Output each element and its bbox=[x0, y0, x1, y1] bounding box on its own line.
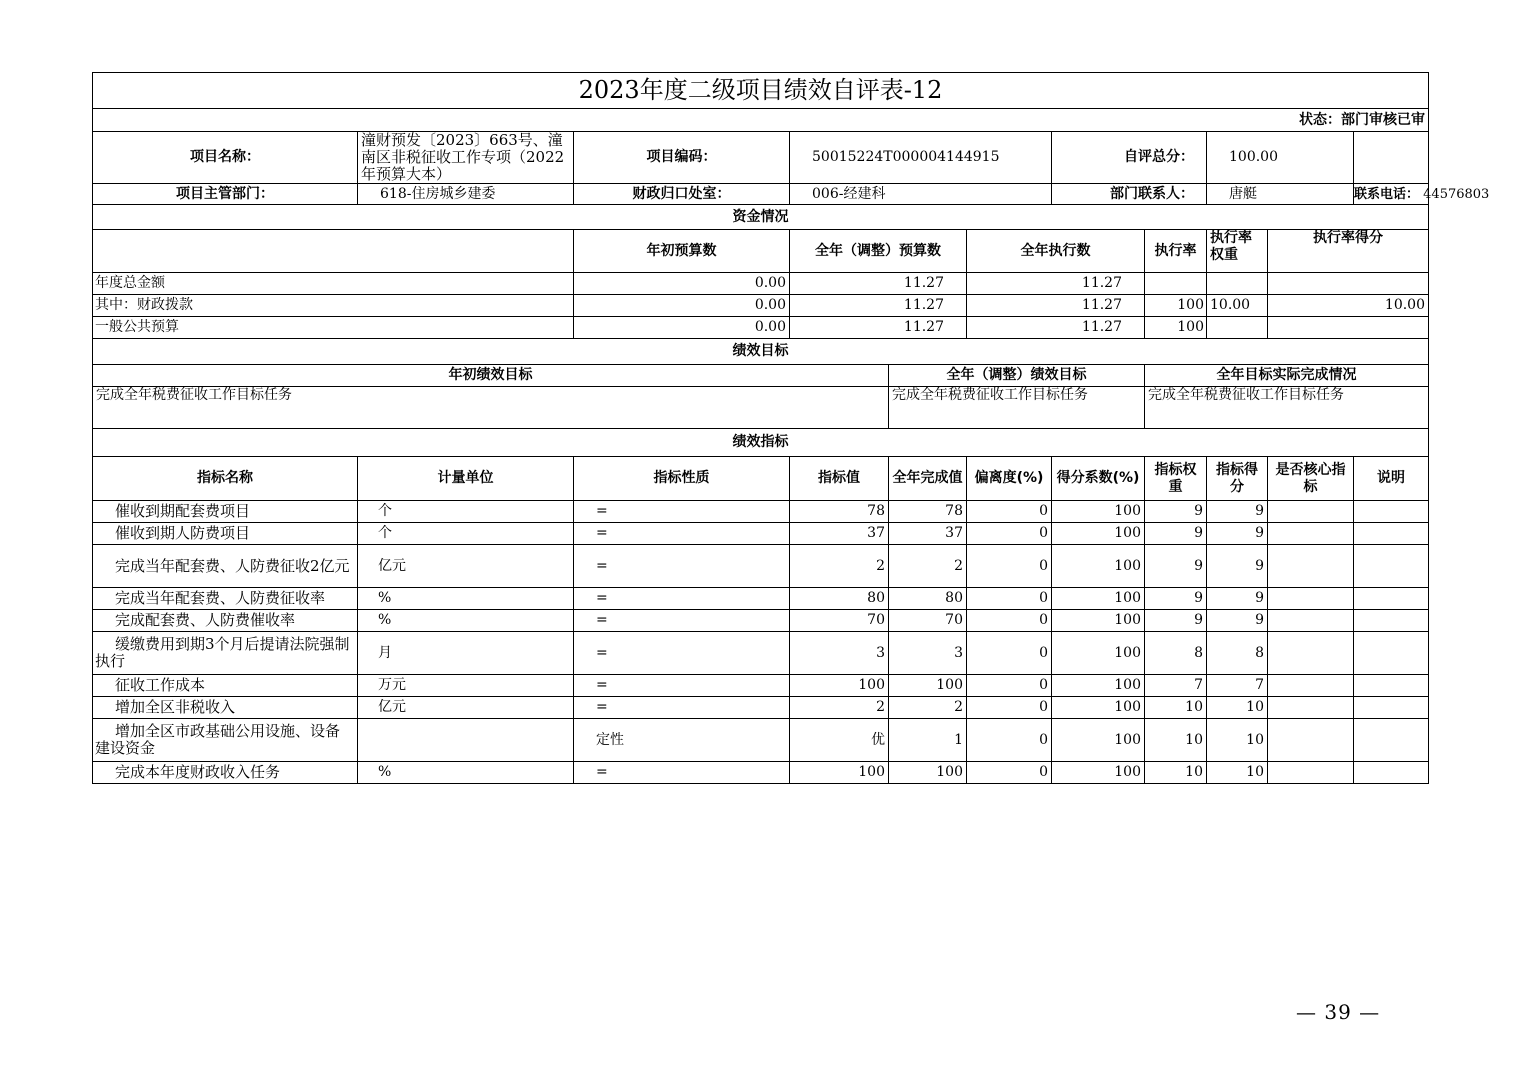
indicator-deviation: 0 bbox=[967, 762, 1052, 784]
funds-header-adjusted: 全年（调整）预算数 bbox=[790, 230, 967, 273]
indicator-core bbox=[1268, 675, 1354, 697]
indicator-score: 9 bbox=[1207, 545, 1268, 588]
indicator-header: 指标得分 bbox=[1207, 457, 1268, 501]
indicator-core bbox=[1268, 762, 1354, 784]
indicator-note bbox=[1354, 610, 1429, 632]
indicator-unit: 个 bbox=[358, 501, 574, 523]
indicator-name: 完成当年配套费、人防费征收2亿元 bbox=[93, 545, 358, 588]
indicator-done: 2 bbox=[889, 697, 967, 719]
indicator-unit: % bbox=[358, 762, 574, 784]
indicator-unit: 月 bbox=[358, 632, 574, 675]
indicator-target: 2 bbox=[790, 697, 889, 719]
indicator-header: 得分系数(%) bbox=[1052, 457, 1145, 501]
indicator-score: 8 bbox=[1207, 632, 1268, 675]
funds-row-weight bbox=[1207, 273, 1268, 295]
indicator-coefficient: 100 bbox=[1052, 588, 1145, 610]
indicator-nature: = bbox=[574, 675, 790, 697]
indicator-header: 偏离度(%) bbox=[967, 457, 1052, 501]
indicator-deviation: 0 bbox=[967, 632, 1052, 675]
indicator-weight: 9 bbox=[1145, 588, 1207, 610]
funds-row-rate: 100 bbox=[1145, 295, 1207, 317]
indicator-note bbox=[1354, 523, 1429, 545]
indicator-deviation: 0 bbox=[967, 523, 1052, 545]
funds-row-adjusted: 11.27 bbox=[790, 273, 967, 295]
funds-header-score: 执行率得分 bbox=[1268, 230, 1429, 273]
indicator-score: 9 bbox=[1207, 501, 1268, 523]
indicator-score: 10 bbox=[1207, 697, 1268, 719]
page-title: 2023年度二级项目绩效自评表-12 bbox=[93, 73, 1429, 109]
finance-office-value: 006-经建科 bbox=[790, 184, 1052, 205]
funds-row-weight bbox=[1207, 317, 1268, 339]
indicator-target: 70 bbox=[790, 610, 889, 632]
indicator-note bbox=[1354, 697, 1429, 719]
indicator-core bbox=[1268, 610, 1354, 632]
indicator-header: 是否核心指标 bbox=[1268, 457, 1354, 501]
indicator-done: 37 bbox=[889, 523, 967, 545]
indicator-core bbox=[1268, 719, 1354, 762]
funds-row-rate bbox=[1145, 273, 1207, 295]
indicator-weight: 10 bbox=[1145, 719, 1207, 762]
goals-header-adjusted: 全年（调整）绩效目标 bbox=[889, 365, 1145, 387]
indicator-weight: 9 bbox=[1145, 545, 1207, 588]
funds-row-name: 一般公共预算 bbox=[93, 317, 574, 339]
funds-row-adjusted: 11.27 bbox=[790, 295, 967, 317]
indicator-score: 9 bbox=[1207, 523, 1268, 545]
indicator-deviation: 0 bbox=[967, 588, 1052, 610]
funds-section-title: 资金情况 bbox=[93, 205, 1429, 230]
indicator-target: 3 bbox=[790, 632, 889, 675]
indicator-coefficient: 100 bbox=[1052, 523, 1145, 545]
funds-row-name: 年度总金额 bbox=[93, 273, 574, 295]
indicator-core bbox=[1268, 632, 1354, 675]
indicator-weight: 9 bbox=[1145, 501, 1207, 523]
indicator-core bbox=[1268, 523, 1354, 545]
indicator-deviation: 0 bbox=[967, 610, 1052, 632]
indicator-coefficient: 100 bbox=[1052, 632, 1145, 675]
indicator-done: 78 bbox=[889, 501, 967, 523]
indicator-name: 完成配套费、人防费催收率 bbox=[93, 610, 358, 632]
indicator-deviation: 0 bbox=[967, 697, 1052, 719]
indicator-done: 100 bbox=[889, 675, 967, 697]
indicator-coefficient: 100 bbox=[1052, 610, 1145, 632]
indicator-note bbox=[1354, 632, 1429, 675]
dept-value: 618-住房城乡建委 bbox=[358, 184, 574, 205]
funds-row-initial: 0.00 bbox=[574, 317, 790, 339]
indicator-done: 3 bbox=[889, 632, 967, 675]
indicator-name: 增加全区市政基础公用设施、设备建设资金 bbox=[93, 719, 358, 762]
funds-row-weight: 10.00 bbox=[1207, 295, 1268, 317]
indicator-done: 70 bbox=[889, 610, 967, 632]
goals-actual-value: 完成全年税费征收工作目标任务 bbox=[1145, 387, 1429, 429]
indicator-coefficient: 100 bbox=[1052, 762, 1145, 784]
phone-value: 44576803 bbox=[1423, 186, 1490, 202]
indicator-name: 催收到期人防费项目 bbox=[93, 523, 358, 545]
indicator-unit: 个 bbox=[358, 523, 574, 545]
indicator-coefficient: 100 bbox=[1052, 697, 1145, 719]
funds-row-executed: 11.27 bbox=[967, 273, 1145, 295]
indicator-core bbox=[1268, 501, 1354, 523]
indicator-name: 增加全区非税收入 bbox=[93, 697, 358, 719]
indicator-target: 100 bbox=[790, 675, 889, 697]
indicator-unit: 亿元 bbox=[358, 697, 574, 719]
indicator-header: 指标值 bbox=[790, 457, 889, 501]
funds-row-score bbox=[1268, 317, 1429, 339]
indicator-name: 完成当年配套费、人防费征收率 bbox=[93, 588, 358, 610]
indicator-deviation: 0 bbox=[967, 675, 1052, 697]
indicator-score: 10 bbox=[1207, 762, 1268, 784]
indicator-score: 9 bbox=[1207, 610, 1268, 632]
indicator-header: 计量单位 bbox=[358, 457, 574, 501]
indicator-target: 2 bbox=[790, 545, 889, 588]
funds-header-rate: 执行率 bbox=[1145, 230, 1207, 273]
performance-table bbox=[92, 72, 1490, 784]
indicator-deviation: 0 bbox=[967, 719, 1052, 762]
contact-value: 唐艇 bbox=[1207, 184, 1354, 205]
indicator-coefficient: 100 bbox=[1052, 719, 1145, 762]
indicator-target: 100 bbox=[790, 762, 889, 784]
indicator-target: 优 bbox=[790, 719, 889, 762]
indicator-nature: = bbox=[574, 697, 790, 719]
goals-header-actual: 全年目标实际完成情况 bbox=[1145, 365, 1429, 387]
indicator-coefficient: 100 bbox=[1052, 501, 1145, 523]
indicator-weight: 7 bbox=[1145, 675, 1207, 697]
indicator-nature: = bbox=[574, 545, 790, 588]
indicator-core bbox=[1268, 545, 1354, 588]
indicator-note bbox=[1354, 675, 1429, 697]
indicator-weight: 10 bbox=[1145, 697, 1207, 719]
indicator-weight: 9 bbox=[1145, 523, 1207, 545]
indicator-deviation: 0 bbox=[967, 545, 1052, 588]
funds-header-blank bbox=[93, 230, 574, 273]
blank-cell bbox=[1354, 132, 1429, 184]
indicator-nature: = bbox=[574, 610, 790, 632]
funds-header-executed: 全年执行数 bbox=[967, 230, 1145, 273]
indicator-score: 10 bbox=[1207, 719, 1268, 762]
funds-header-weight: 执行率权重 bbox=[1207, 230, 1268, 273]
funds-row-adjusted: 11.27 bbox=[790, 317, 967, 339]
funds-row-initial: 0.00 bbox=[574, 295, 790, 317]
goals-section-title: 绩效目标 bbox=[93, 339, 1429, 365]
goals-adjusted-value: 完成全年税费征收工作目标任务 bbox=[889, 387, 1145, 429]
page-number: — 39 — bbox=[1296, 1000, 1381, 1024]
phone-label: 联系电话： bbox=[1354, 186, 1420, 202]
indicator-unit: % bbox=[358, 610, 574, 632]
indicator-note bbox=[1354, 588, 1429, 610]
indicator-note bbox=[1354, 501, 1429, 523]
indicator-header: 指标性质 bbox=[574, 457, 790, 501]
finance-office-label: 财政归口处室： bbox=[574, 184, 790, 205]
indicator-name: 缓缴费用到期3个月后提请法院强制执行 bbox=[93, 632, 358, 675]
funds-row-executed: 11.27 bbox=[967, 317, 1145, 339]
indicator-score: 9 bbox=[1207, 588, 1268, 610]
indicator-nature: = bbox=[574, 523, 790, 545]
indicator-header: 说明 bbox=[1354, 457, 1429, 501]
phone-cell bbox=[1354, 184, 1490, 205]
indicator-nature: = bbox=[574, 501, 790, 523]
indicator-coefficient: 100 bbox=[1052, 545, 1145, 588]
indicator-nature: = bbox=[574, 588, 790, 610]
indicator-header: 指标名称 bbox=[93, 457, 358, 501]
status-text: 状态：部门审核已审 bbox=[93, 109, 1429, 132]
indicator-header: 指标权重 bbox=[1145, 457, 1207, 501]
project-name-label: 项目名称： bbox=[93, 132, 358, 184]
indicator-name: 完成本年度财政收入任务 bbox=[93, 762, 358, 784]
project-code-label: 项目编码： bbox=[574, 132, 790, 184]
indicator-nature: = bbox=[574, 632, 790, 675]
indicator-core bbox=[1268, 588, 1354, 610]
indicator-done: 2 bbox=[889, 545, 967, 588]
indicator-unit bbox=[358, 719, 574, 762]
indicator-name: 征收工作成本 bbox=[93, 675, 358, 697]
indicators-section-title: 绩效指标 bbox=[93, 429, 1429, 457]
funds-row-initial: 0.00 bbox=[574, 273, 790, 295]
self-score-label: 自评总分： bbox=[1052, 132, 1207, 184]
indicator-weight: 8 bbox=[1145, 632, 1207, 675]
indicator-note bbox=[1354, 545, 1429, 588]
indicator-target: 80 bbox=[790, 588, 889, 610]
indicator-done: 80 bbox=[889, 588, 967, 610]
funds-row-score bbox=[1268, 273, 1429, 295]
indicator-nature: = bbox=[574, 762, 790, 784]
indicator-unit: 亿元 bbox=[358, 545, 574, 588]
indicator-deviation: 0 bbox=[967, 501, 1052, 523]
project-code-value: 50015224T000004144915 bbox=[790, 132, 1052, 184]
indicator-nature: 定性 bbox=[574, 719, 790, 762]
dept-label: 项目主管部门： bbox=[93, 184, 358, 205]
indicator-note bbox=[1354, 762, 1429, 784]
indicator-target: 78 bbox=[790, 501, 889, 523]
indicator-done: 100 bbox=[889, 762, 967, 784]
funds-row-score: 10.00 bbox=[1268, 295, 1429, 317]
indicator-coefficient: 100 bbox=[1052, 675, 1145, 697]
indicator-note bbox=[1354, 719, 1429, 762]
indicator-weight: 9 bbox=[1145, 610, 1207, 632]
contact-label: 部门联系人： bbox=[1052, 184, 1207, 205]
indicator-weight: 10 bbox=[1145, 762, 1207, 784]
funds-row-executed: 11.27 bbox=[967, 295, 1145, 317]
self-score-value: 100.00 bbox=[1207, 132, 1354, 184]
indicator-done: 1 bbox=[889, 719, 967, 762]
indicator-unit: % bbox=[358, 588, 574, 610]
goals-header-initial: 年初绩效目标 bbox=[93, 365, 889, 387]
indicator-target: 37 bbox=[790, 523, 889, 545]
funds-row-rate: 100 bbox=[1145, 317, 1207, 339]
indicator-name: 催收到期配套费项目 bbox=[93, 501, 358, 523]
funds-row-name: 其中：财政拨款 bbox=[93, 295, 574, 317]
indicator-unit: 万元 bbox=[358, 675, 574, 697]
indicator-core bbox=[1268, 697, 1354, 719]
project-name-value: 潼财预发〔2023〕663号、潼南区非税征收工作专项（2022年预算大本） bbox=[358, 132, 574, 184]
indicator-header: 全年完成值 bbox=[889, 457, 967, 501]
goals-initial-value: 完成全年税费征收工作目标任务 bbox=[93, 387, 889, 429]
funds-header-initial: 年初预算数 bbox=[574, 230, 790, 273]
indicator-score: 7 bbox=[1207, 675, 1268, 697]
